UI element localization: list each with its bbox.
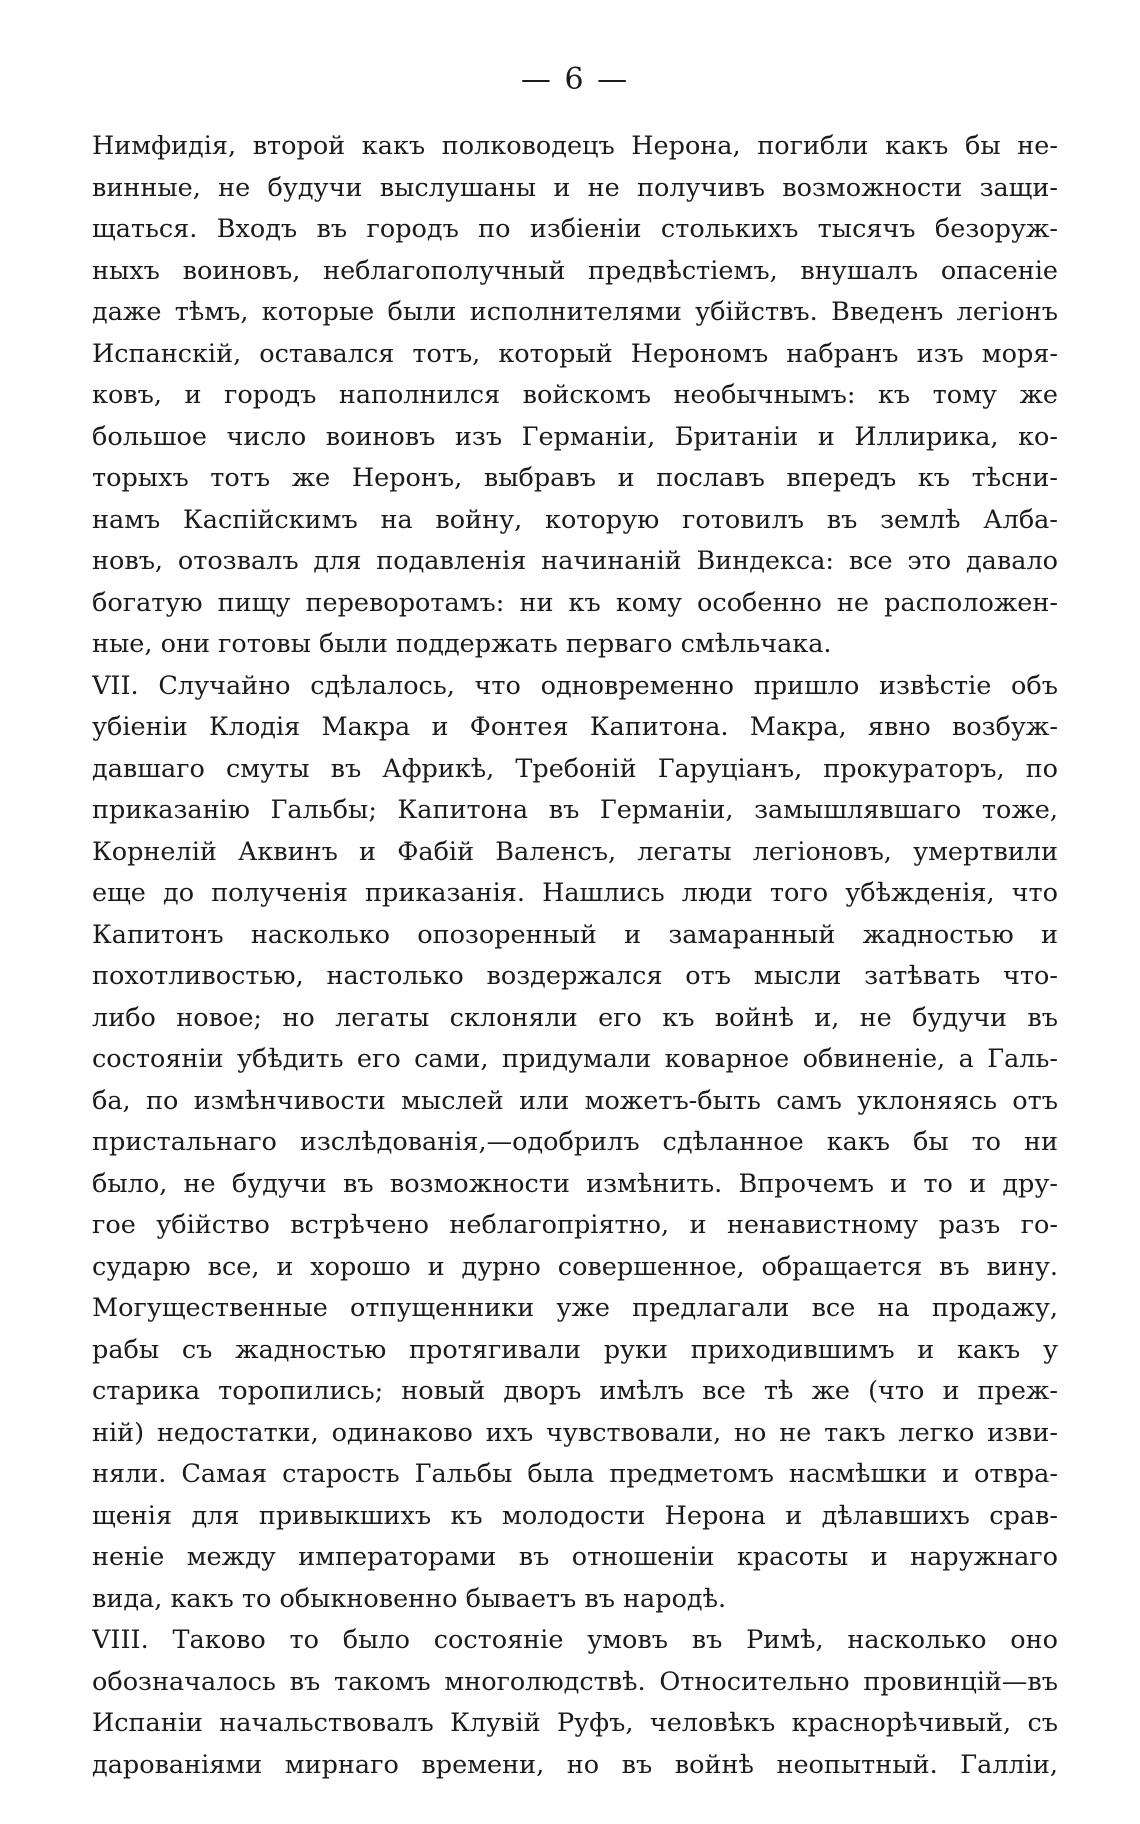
text-line: убіеніи Клодія Макра и Фонтея Капитона. Макра, явно возбуж-	[92, 712, 1058, 742]
book-page	[92, 58, 1058, 1798]
text-line: няли. Самая старость Гальбы была предметомъ насмѣшки и отвра-	[92, 1459, 1058, 1489]
text-line: щенія для привыкшихъ къ молодости Нерона и дѣлавшихъ срав-	[92, 1500, 1058, 1531]
text-line: вида, какъ то обыкновенно бываетъ въ народѣ.	[92, 1583, 727, 1614]
text-body	[92, 126, 1058, 1786]
text-line: дарованіями мирнаго времени, но въ войнѣ неопытный. Галліи,	[92, 1749, 1058, 1780]
text-line: Испаніи начальствовалъ Клувій Руфъ, человѣкъ краснорѣчивый, съ	[92, 1708, 1058, 1738]
text-line: обозначалось въ такомъ многолюдствѣ. Относительно провинцій—въ	[92, 1666, 1058, 1697]
text-line: ковъ, и городъ наполнился войскомъ необычнымъ: къ тому же	[92, 380, 1058, 410]
paragraph	[92, 1620, 1058, 1786]
text-line: новъ, отозвалъ для подавленія начинаній Виндекса: все это давало	[92, 546, 1058, 576]
text-line: либо новое; но легаты склоняли его къ войнѣ и, не будучи въ	[92, 1002, 1058, 1033]
text-line: богатую пищу переворотамъ: ни къ кому особенно не расположен-	[92, 587, 1058, 618]
text-line: торыхъ тотъ же Неронъ, выбравъ и пославъ впередъ къ тѣсни-	[92, 463, 1058, 493]
text-line: приказанію Гальбы; Капитона въ Германіи, замышлявшаго тоже,	[92, 795, 1058, 825]
text-line: винные, не будучи выслушаны и не получивъ возможности защи-	[92, 172, 1058, 203]
text-line: ба, по измѣнчивости мыслей или можетъ-быть самъ уклоняясь отъ	[92, 1085, 1058, 1116]
text-line: Нимфидія, второй какъ полководецъ Нерона, погибли какъ бы не-	[92, 131, 1058, 161]
text-line: VIII. Таково то было состояніе умовъ въ Римѣ, насколько оно	[92, 1625, 1058, 1655]
text-line: сударю все, и хорошо и дурно совершенное, обращается въ вину.	[92, 1251, 1058, 1282]
text-line: похотливостью, настолько воздержался отъ мысли затѣвать что-	[92, 961, 1058, 991]
text-line: Корнелій Аквинъ и Фабій Валенсъ, легаты легіоновъ, умертвили	[92, 836, 1058, 867]
text-line: пристальнаго изслѣдованія,—одобрилъ сдѣланное какъ бы то ни	[92, 1127, 1058, 1157]
text-line: даже тѣмъ, которые были исполнителями убійствъ. Введенъ легіонъ	[92, 297, 1058, 327]
text-line: ній) недостатки, одинаково ихъ чувствовали, но не такъ легко изви-	[92, 1417, 1058, 1448]
text-line: большое число воиновъ изъ Германіи, Британіи и Иллирика, ко-	[92, 421, 1058, 452]
text-line: состояніи убѣдить его сами, придумали коварное обвиненіе, а Галь-	[92, 1044, 1058, 1074]
paragraph	[92, 666, 1058, 1621]
text-line: Могущественные отпущенники уже предлагали все на продажу,	[92, 1293, 1058, 1323]
text-line: VII. Случайно сдѣлалось, что одновременно пришло извѣстіе объ	[92, 670, 1058, 701]
text-line: было, не будучи въ возможности измѣнить. Впрочемъ и то и дру-	[92, 1168, 1058, 1199]
text-line: гое убійство встрѣчено неблагопріятно, и ненавистному разъ го-	[92, 1210, 1058, 1240]
text-line: Капитонъ насколько опозоренный и замаранный жадностью и	[92, 919, 1058, 950]
text-line: ныхъ воиновъ, неблагополучный предвѣстіемъ, внушалъ опасеніе	[92, 255, 1058, 286]
text-line: старика торопились; новый дворъ имѣлъ все тѣ же (что и преж-	[92, 1376, 1058, 1406]
text-line: намъ Каспійскимъ на войну, которую готовилъ въ землѣ Алба-	[92, 504, 1058, 535]
text-line: щаться. Входъ въ городъ по избіеніи столькихъ тысячъ безоруж-	[92, 214, 1058, 244]
text-line: ные, они готовы были поддержать перваго смѣльчака.	[92, 629, 832, 659]
text-line: давшаго смуты въ Африкѣ, Требоній Гаруціанъ, прокураторъ, по	[92, 753, 1058, 784]
text-line: неніе между императорами въ отношеніи красоты и наружнаго	[92, 1542, 1058, 1572]
text-line: еще до полученія приказанія. Нашлись люди того убѣжденія, что	[92, 878, 1058, 908]
text-line: Испанскій, оставался тотъ, который Нерономъ набранъ изъ моря-	[92, 338, 1058, 369]
paragraph	[92, 126, 1058, 666]
page-number: — 6 —	[520, 62, 630, 97]
text-line: рабы съ жадностью протягивали руки приходившимъ и какъ у	[92, 1334, 1058, 1365]
